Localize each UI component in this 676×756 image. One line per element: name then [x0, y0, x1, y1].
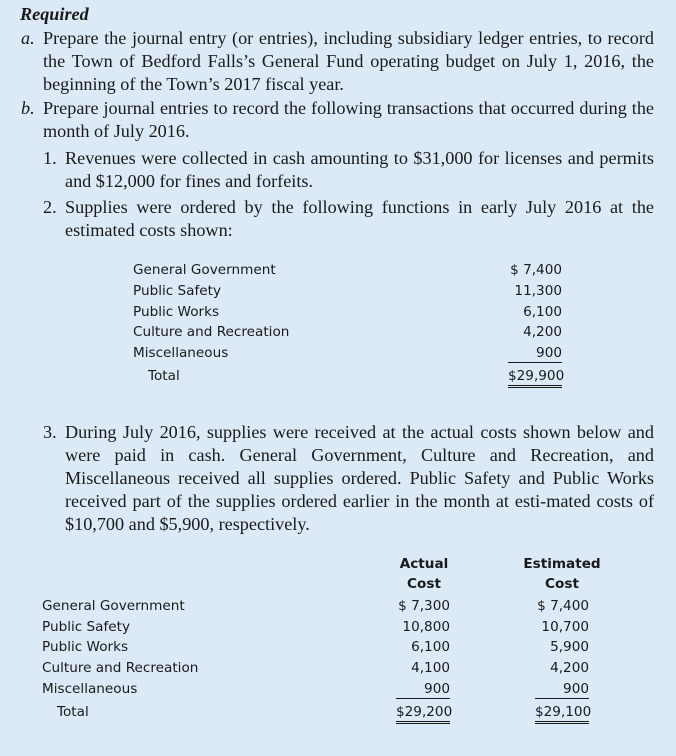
- table-row-label: Public Works: [133, 304, 220, 320]
- column-header-estimated-1: Estimated: [523, 556, 601, 572]
- total-label: Total: [57, 704, 89, 720]
- table-row-estimated: 900: [535, 681, 589, 699]
- table-row-estimated: 10,700: [541, 619, 589, 635]
- item-3-text: During July 2016, supplies were received at the actual costs shown below and were paid in cash. General Government, Culture and Recreation, and Miscellaneous received all supplies ordered. Public Safety and Public Works received part of the supplies ordered earlier in the month at esti-mated costs of $10,700 and $5,900, respectively.: [65, 422, 654, 534]
- table-row-estimated: 4,200: [550, 660, 589, 676]
- part-b-marker: b.: [21, 98, 35, 118]
- table-row-label: Public Works: [42, 639, 129, 655]
- table-row-estimated: 5,900: [550, 639, 589, 655]
- total-label: Total: [148, 368, 180, 384]
- table-row-actual: 10,800: [402, 619, 450, 635]
- table-row-actual: 6,100: [411, 639, 450, 655]
- table-row-value: 6,100: [523, 304, 562, 320]
- total-actual: $29,200: [396, 704, 450, 724]
- total-value: $29,900: [508, 368, 562, 388]
- table-row-actual: 900: [396, 681, 450, 699]
- item-3-marker: 3.: [43, 422, 57, 442]
- column-header-actual-2: Cost: [407, 576, 441, 592]
- table-row-value: 900: [508, 345, 562, 363]
- table-row-label: Miscellaneous: [42, 681, 138, 697]
- column-header-estimated-2: Cost: [545, 576, 579, 592]
- item-1-marker: 1.: [43, 148, 57, 168]
- column-header-actual-1: Actual: [399, 556, 449, 572]
- table-row-label: Culture and Recreation: [133, 324, 290, 340]
- item-2-marker: 2.: [43, 197, 57, 217]
- item-1-text: Revenues were collected in cash amounting to $31,000 for licenses and permits and $12,000 for fines and forfeits.: [65, 148, 654, 191]
- table-row-actual: $ 7,300: [398, 598, 450, 614]
- table-row-label: Culture and Recreation: [42, 660, 199, 676]
- table-row-actual: 4,100: [411, 660, 450, 676]
- table-row-value: $ 7,400: [510, 262, 562, 278]
- total-estimated: $29,100: [535, 704, 589, 724]
- item-2-text: Supplies were ordered by the following functions in early July 2016 at the estimated costs shown:: [65, 197, 654, 240]
- table-row-value: 11,300: [514, 283, 562, 299]
- table-row-value: 4,200: [523, 324, 562, 340]
- table-row-label: Public Safety: [133, 283, 222, 299]
- part-b-text: Prepare journal entries to record the following transactions that occurred during the month of July 2016.: [43, 98, 654, 141]
- part-a-marker: a.: [21, 28, 35, 48]
- table-row-estimated: $ 7,400: [537, 598, 589, 614]
- table-row-label: Public Safety: [42, 619, 131, 635]
- table-row-label: Miscellaneous: [133, 345, 229, 361]
- part-a-text: Prepare the journal entry (or entries), including subsidiary ledger entries, to record the Town of Bedford Falls’s General Fund operating budget on July 1, 2016, the beginning of the Town’s 2017 fiscal year.: [43, 28, 654, 94]
- table-row-label: General Government: [42, 598, 185, 614]
- table-row-label: General Government: [133, 262, 276, 278]
- section-heading: Required: [20, 4, 89, 24]
